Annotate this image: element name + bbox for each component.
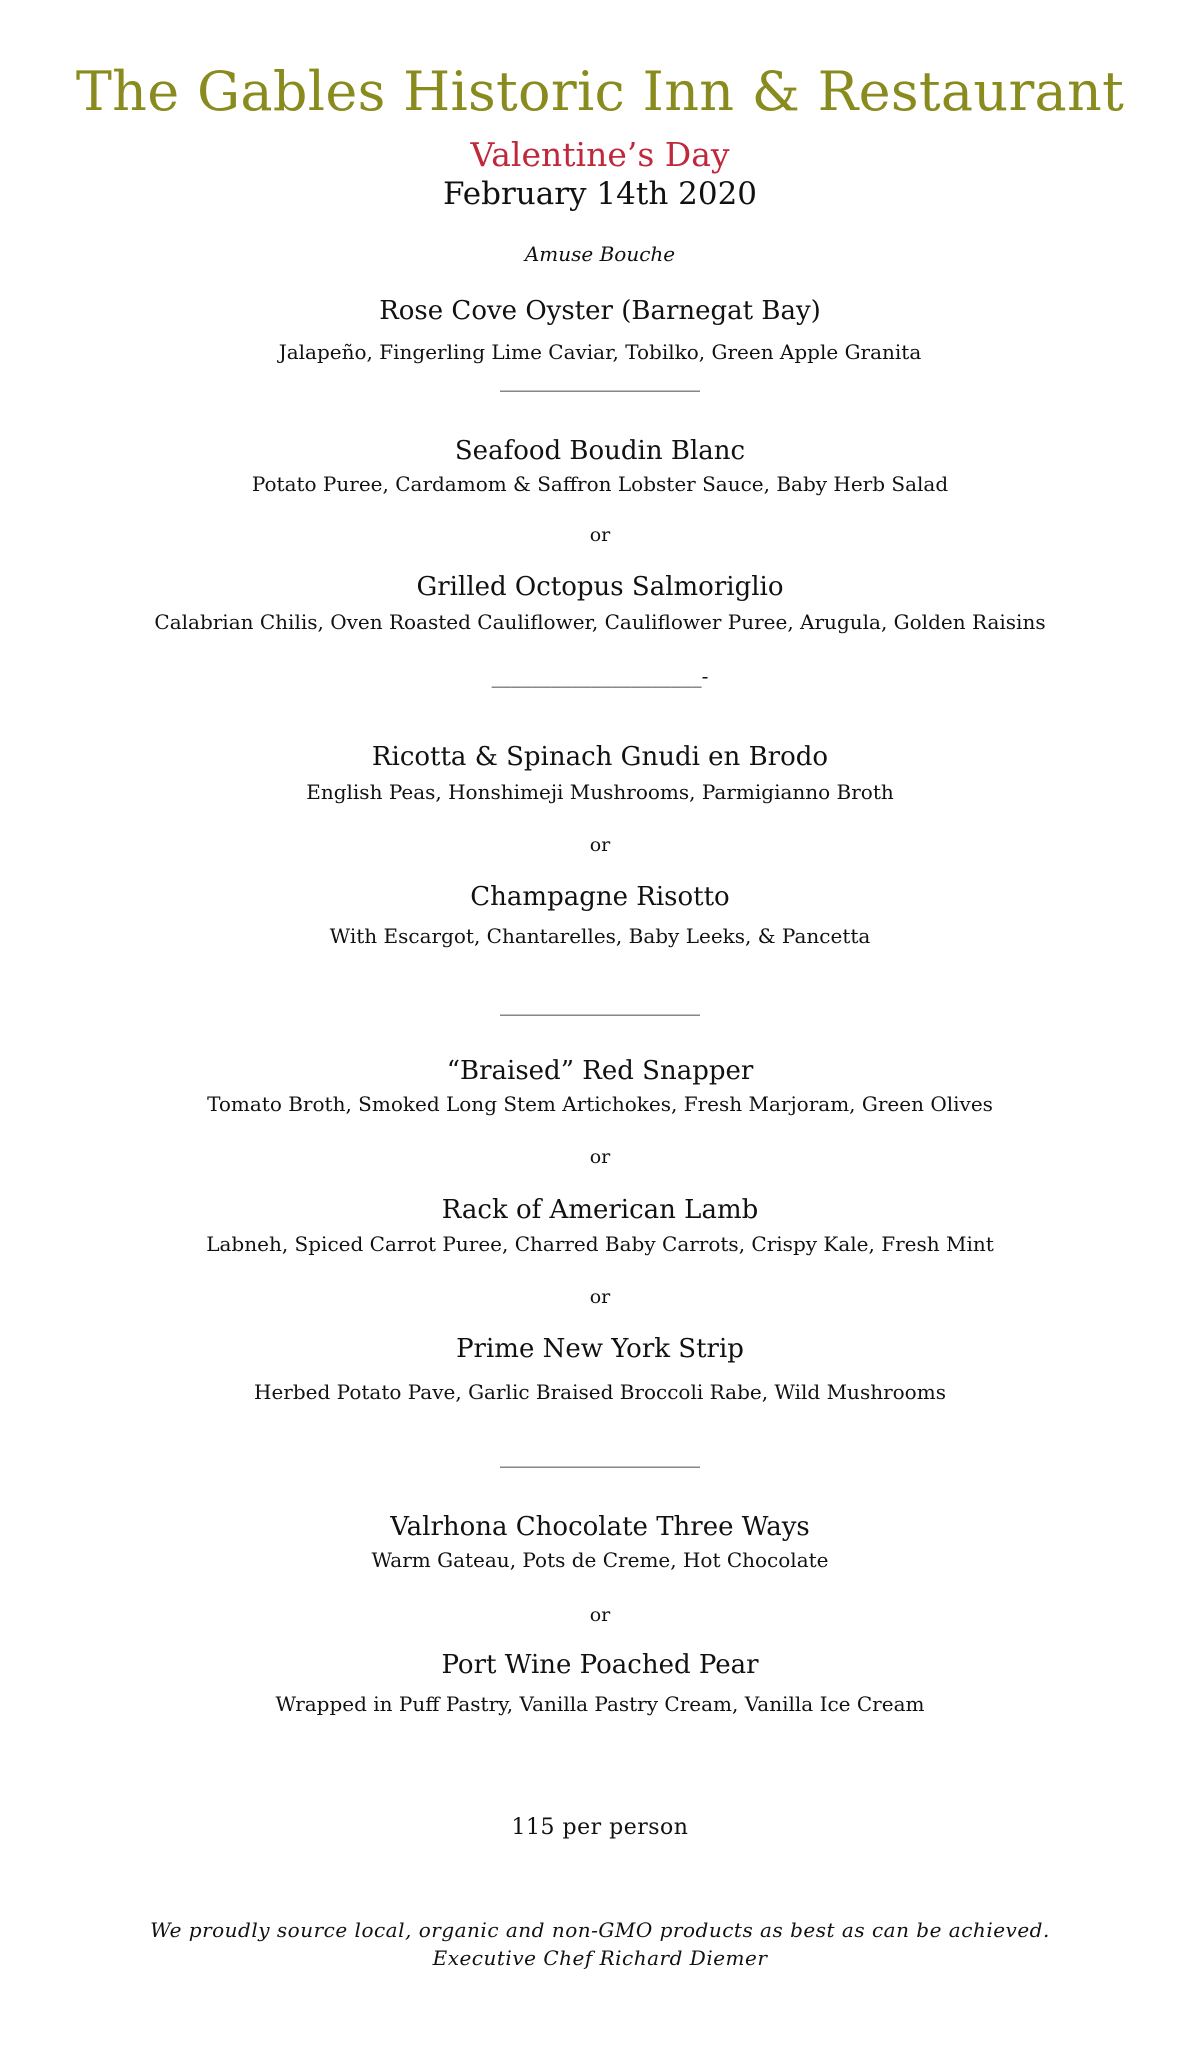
occasion-title: Valentine’s Day [470,135,730,174]
dish-description: Wrapped in Puff Pastry, Vanilla Pastry Cream, Vanilla Ice Cream [275,1692,925,1716]
dish-description: With Escargot, Chantarelles, Baby Leeks, & Pancetta [329,924,871,948]
course-label-amuse-bouche: Amuse Bouche [524,242,676,266]
dish-name: “Braised” Red Snapper [446,1056,754,1086]
or-separator: or [589,524,611,546]
dish-name: Valrhona Chocolate Three Ways [390,1512,810,1542]
dish-name: Prime New York Strip [456,1334,744,1364]
dish-name: Rack of American Lamb [441,1195,759,1225]
dish-name: Port Wine Poached Pear [441,1650,759,1680]
or-separator: or [589,1604,611,1626]
dish-description: Herbed Potato Pave, Garlic Braised Broccoli Rabe, Wild Mushrooms [254,1380,946,1404]
dish-name: Grilled Octopus Salmoriglio [416,572,784,602]
event-date: February 14th 2020 [442,176,758,212]
or-separator: or [589,1286,611,1308]
dish-description: Calabrian Chilis, Oven Roasted Cauliflower, Cauliflower Puree, Arugula, Golden Raisins [154,610,1046,634]
dish-description: Jalapeño, Fingerling Lime Caviar, Tobilko, Green Apple Granita [278,340,922,364]
or-separator: or [589,834,611,856]
chef-credit: Executive Chef Richard Diemer [432,1946,768,1970]
dish-name: Champagne Risotto [470,882,730,912]
dish-description: Potato Puree, Cardamom & Saffron Lobster Sauce, Baby Herb Salad [251,472,949,496]
restaurant-title: The Gables Historic Inn & Restaurant [75,60,1125,123]
dish-name: Rose Cove Oyster (Barnegat Bay) [379,296,821,326]
course-divider: _____________________- [491,664,709,688]
sourcing-note: We proudly source local, organic and non-GMO products as best as can be achieved. [150,1918,1050,1942]
dish-description: Tomato Broth, Smoked Long Stem Artichokes, Fresh Marjoram, Green Olives [207,1092,993,1116]
course-divider: ____________________ [500,1444,700,1468]
dish-name: Ricotta & Spinach Gnudi en Brodo [371,742,829,772]
course-divider: ____________________ [500,368,700,392]
dish-description: English Peas, Honshimeji Mushrooms, Parmigianno Broth [306,780,894,804]
dish-name: Seafood Boudin Blanc [454,436,746,466]
dish-description: Labneh, Spiced Carrot Puree, Charred Baby Carrots, Crispy Kale, Fresh Mint [206,1232,994,1256]
or-separator: or [589,1146,611,1168]
dish-description: Warm Gateau, Pots de Creme, Hot Chocolate [371,1548,829,1572]
menu-price: 115 per person [511,1815,689,1840]
course-divider: ____________________ [500,992,700,1016]
